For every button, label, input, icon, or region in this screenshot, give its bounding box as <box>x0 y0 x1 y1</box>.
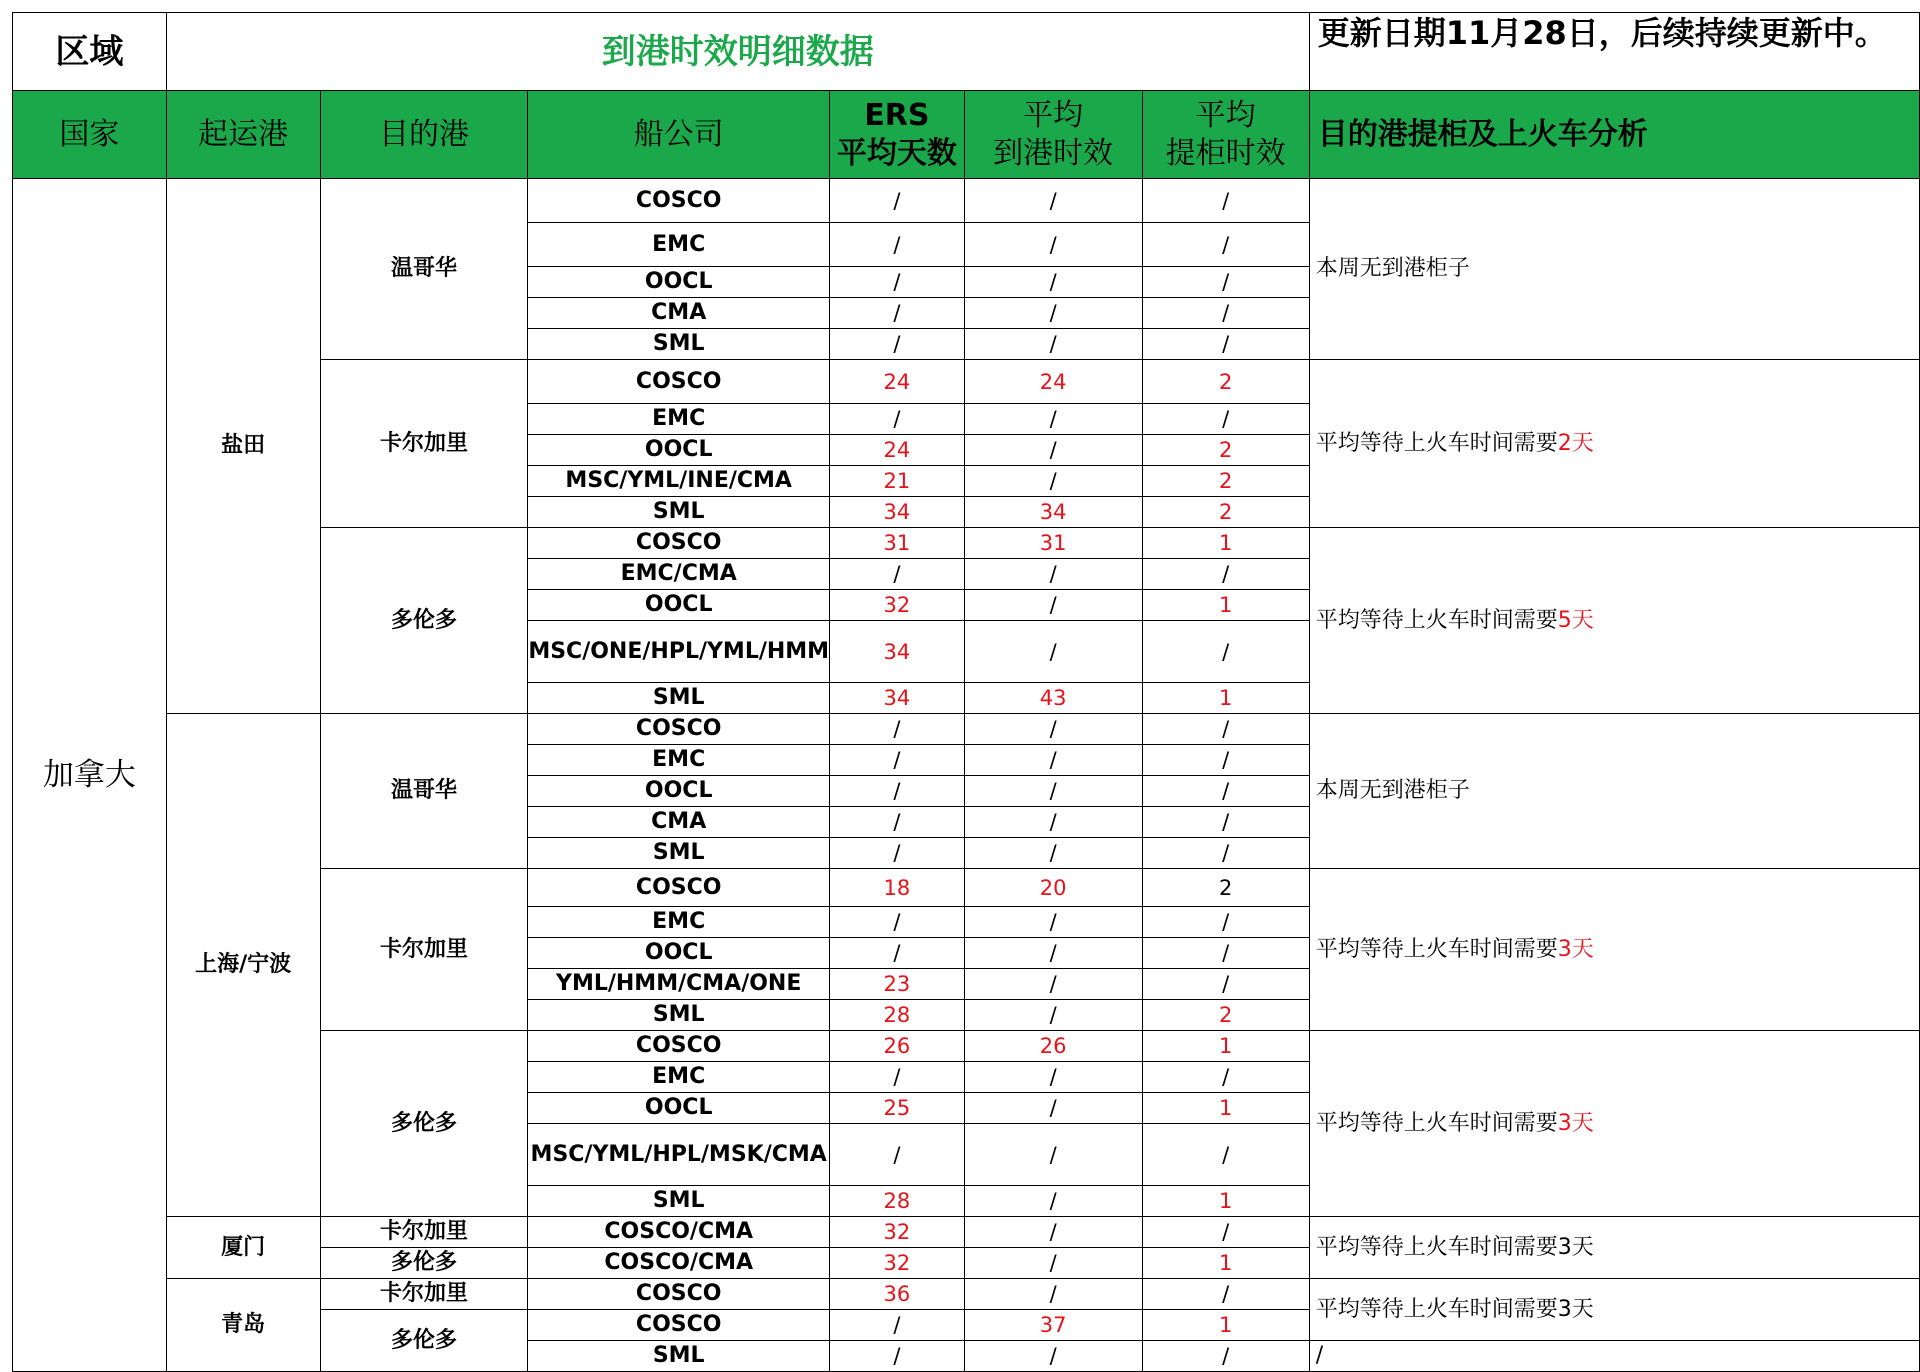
pickup-time-cell: / <box>1142 807 1309 838</box>
pickup-time-cell: / <box>1142 1279 1309 1310</box>
pickup-time-cell: / <box>1142 404 1309 435</box>
arrival-time-cell: / <box>964 1124 1142 1186</box>
pickup-time-cell: / <box>1142 938 1309 969</box>
carrier-cell: SML <box>528 1186 830 1217</box>
carrier-cell: COSCO/CMA <box>528 1248 830 1279</box>
pickup-time-cell: / <box>1142 298 1309 329</box>
carrier-cell: OOCL <box>528 776 830 807</box>
destination-port-cell: 卡尔加里 <box>320 360 528 528</box>
arrival-time-cell: 43 <box>964 683 1142 714</box>
destination-port-cell: 卡尔加里 <box>320 869 528 1031</box>
ers-days-cell: / <box>830 267 965 298</box>
analysis-cell <box>1309 869 1919 1031</box>
pickup-time-cell: / <box>1142 745 1309 776</box>
pickup-time-cell: 1 <box>1142 1248 1309 1279</box>
ers-days-cell: / <box>830 807 965 838</box>
carrier-cell: EMC <box>528 404 830 435</box>
ers-days-cell: / <box>830 223 965 267</box>
ers-days-cell: 36 <box>830 1279 965 1310</box>
destination-port-cell: 卡尔加里 <box>320 1279 528 1310</box>
arrival-time-cell: / <box>964 223 1142 267</box>
analysis-text: 平均等待上火车时间需要 <box>1315 1234 1558 1260</box>
header-ers-line1: ERS <box>864 97 930 133</box>
arrival-time-cell: / <box>964 1279 1142 1310</box>
arrival-time-cell: / <box>964 179 1142 223</box>
carrier-cell: COSCO <box>528 714 830 745</box>
ers-days-cell: 34 <box>830 497 965 528</box>
carrier-cell: SML <box>528 1000 830 1031</box>
pickup-time-cell: 1 <box>1142 1031 1309 1062</box>
arrival-time-cell: 20 <box>964 869 1142 907</box>
carrier-cell: COSCO <box>528 179 830 223</box>
pickup-time-cell: / <box>1142 1124 1309 1186</box>
header-pickup-line2: 提柜时效 <box>1165 135 1286 171</box>
destination-port-cell: 多伦多 <box>320 528 528 714</box>
ers-days-cell: 32 <box>830 590 965 621</box>
carrier-cell: OOCL <box>528 938 830 969</box>
ers-days-cell: 26 <box>830 1031 965 1062</box>
pickup-time-cell: 2 <box>1142 360 1309 404</box>
arrival-time-cell: / <box>964 838 1142 869</box>
carrier-cell: COSCO/CMA <box>528 1217 830 1248</box>
destination-port-cell: 多伦多 <box>320 1031 528 1217</box>
analysis-cell <box>1309 528 1919 714</box>
analysis-text: 本周无到港柜子 <box>1315 778 1470 803</box>
pickup-time-cell: 2 <box>1142 497 1309 528</box>
carrier-cell: SML <box>528 497 830 528</box>
table-row <box>13 179 1920 223</box>
pickup-time-cell: 2 <box>1142 466 1309 497</box>
analysis-text: 平均等待上火车时间需要 <box>1315 430 1558 456</box>
title-row <box>13 13 1920 91</box>
ers-days-cell: / <box>830 559 965 590</box>
pickup-time-cell: 1 <box>1142 590 1309 621</box>
ers-days-cell: 25 <box>830 1093 965 1124</box>
ers-days-cell: / <box>830 838 965 869</box>
carrier-cell: COSCO <box>528 528 830 559</box>
arrival-time-cell: / <box>964 329 1142 360</box>
pickup-time-cell: 1 <box>1142 683 1309 714</box>
header-origin: 起运港 <box>166 91 320 179</box>
origin-port-cell: 盐田 <box>166 179 320 714</box>
analysis-unit: 天 <box>1571 936 1594 962</box>
ers-days-cell: / <box>830 745 965 776</box>
arrival-time-cell: / <box>964 298 1142 329</box>
analysis-unit: 天 <box>1571 607 1594 633</box>
pickup-time-cell: / <box>1142 1341 1309 1372</box>
pickup-time-cell: / <box>1142 838 1309 869</box>
analysis-text: 本周无到港柜子 <box>1315 256 1470 281</box>
ers-days-cell: 28 <box>830 1000 965 1031</box>
analysis-unit: 天 <box>1571 1234 1594 1260</box>
ers-days-cell: / <box>830 1310 965 1341</box>
carrier-cell: SML <box>528 1341 830 1372</box>
analysis-cell <box>1309 179 1919 360</box>
analysis-days: 3 <box>1557 1296 1572 1322</box>
arrival-time-cell: / <box>964 938 1142 969</box>
carrier-cell: COSCO <box>528 1279 830 1310</box>
arrival-time-cell: / <box>964 435 1142 466</box>
ers-days-cell: 32 <box>830 1217 965 1248</box>
ers-days-cell: / <box>830 298 965 329</box>
analysis-cell <box>1309 1217 1919 1279</box>
header-arrival-line2: 到港时效 <box>993 135 1114 171</box>
ers-days-cell: / <box>830 907 965 938</box>
ers-days-cell: 18 <box>830 869 965 907</box>
analysis-days: 5 <box>1557 607 1572 633</box>
freight-table <box>12 12 1920 1372</box>
ers-days-cell: 23 <box>830 969 965 1000</box>
ers-days-cell: 24 <box>830 435 965 466</box>
carrier-cell: COSCO <box>528 869 830 907</box>
arrival-time-cell: / <box>964 1093 1142 1124</box>
pickup-time-cell: 2 <box>1142 435 1309 466</box>
carrier-cell: EMC <box>528 745 830 776</box>
ers-days-cell: / <box>830 179 965 223</box>
arrival-time-cell: 34 <box>964 497 1142 528</box>
arrival-time-cell: / <box>964 404 1142 435</box>
analysis-text: / <box>1315 1343 1324 1368</box>
region-label: 区域 <box>13 13 167 91</box>
analysis-days: 3 <box>1557 1234 1572 1260</box>
carrier-cell: CMA <box>528 807 830 838</box>
ers-days-cell: / <box>830 1341 965 1372</box>
arrival-time-cell: / <box>964 807 1142 838</box>
pickup-time-cell: / <box>1142 969 1309 1000</box>
carrier-cell: MSC/ONE/HPL/YML/HMM <box>528 621 830 683</box>
header-carrier: 船公司 <box>528 91 830 179</box>
arrival-time-cell: / <box>964 969 1142 1000</box>
ers-days-cell: / <box>830 329 965 360</box>
carrier-cell: CMA <box>528 298 830 329</box>
ers-days-cell: / <box>830 404 965 435</box>
arrival-time-cell: / <box>964 1217 1142 1248</box>
carrier-cell: MSC/YML/INE/CMA <box>528 466 830 497</box>
header-pickup-line1: 平均 <box>1195 97 1256 133</box>
header-ers-line2: 平均天数 <box>836 135 957 171</box>
pickup-time-cell: / <box>1142 1217 1309 1248</box>
pickup-time-cell: / <box>1142 267 1309 298</box>
header-analysis: 目的港提柜及上火车分析 <box>1309 91 1919 179</box>
arrival-time-cell: / <box>964 559 1142 590</box>
table-row <box>13 1217 1920 1248</box>
pickup-time-cell: / <box>1142 223 1309 267</box>
analysis-days: 3 <box>1557 936 1572 962</box>
header-country: 国家 <box>13 91 167 179</box>
pickup-time-cell: 2 <box>1142 869 1309 907</box>
pickup-time-cell: 1 <box>1142 1093 1309 1124</box>
destination-port-cell: 温哥华 <box>320 179 528 360</box>
update-note: 更新日期11月28日，后续持续更新中。 <box>1309 13 1919 91</box>
header-destination: 目的港 <box>320 91 528 179</box>
header-arrival-line1: 平均 <box>1023 97 1084 133</box>
carrier-cell: OOCL <box>528 435 830 466</box>
destination-port-cell: 卡尔加里 <box>320 1217 528 1248</box>
page-title: 到港时效明细数据 <box>166 13 1309 91</box>
arrival-time-cell: 37 <box>964 1310 1142 1341</box>
analysis-unit: 天 <box>1571 1296 1594 1322</box>
analysis-cell <box>1309 714 1919 869</box>
ers-days-cell: 24 <box>830 360 965 404</box>
ers-days-cell: 34 <box>830 621 965 683</box>
arrival-time-cell: 26 <box>964 1031 1142 1062</box>
arrival-time-cell: / <box>964 907 1142 938</box>
header-row <box>13 91 1920 179</box>
ers-days-cell: / <box>830 714 965 745</box>
analysis-cell <box>1309 1279 1919 1341</box>
ers-days-cell: / <box>830 1124 965 1186</box>
arrival-time-cell: / <box>964 267 1142 298</box>
ers-days-cell: 32 <box>830 1248 965 1279</box>
analysis-text: 平均等待上火车时间需要 <box>1315 1110 1558 1136</box>
arrival-time-cell: / <box>964 621 1142 683</box>
carrier-cell: OOCL <box>528 590 830 621</box>
carrier-cell: SML <box>528 838 830 869</box>
pickup-time-cell: / <box>1142 329 1309 360</box>
carrier-cell: EMC <box>528 907 830 938</box>
arrival-time-cell: / <box>964 776 1142 807</box>
header-arrival <box>964 91 1142 179</box>
pickup-time-cell: 1 <box>1142 528 1309 559</box>
pickup-time-cell: 1 <box>1142 1186 1309 1217</box>
pickup-time-cell: / <box>1142 559 1309 590</box>
pickup-time-cell: / <box>1142 776 1309 807</box>
ers-days-cell: 21 <box>830 466 965 497</box>
carrier-cell: COSCO <box>528 1310 830 1341</box>
analysis-unit: 天 <box>1571 430 1594 456</box>
header-ers <box>830 91 965 179</box>
ers-days-cell: 31 <box>830 528 965 559</box>
carrier-cell: EMC <box>528 223 830 267</box>
arrival-time-cell: 24 <box>964 360 1142 404</box>
pickup-time-cell: 2 <box>1142 1000 1309 1031</box>
analysis-days: 2 <box>1557 430 1572 456</box>
pickup-time-cell: / <box>1142 1062 1309 1093</box>
arrival-time-cell: / <box>964 1000 1142 1031</box>
destination-port-cell: 多伦多 <box>320 1248 528 1279</box>
carrier-cell: MSC/YML/HPL/MSK/CMA <box>528 1124 830 1186</box>
analysis-cell <box>1309 360 1919 528</box>
arrival-time-cell: / <box>964 466 1142 497</box>
destination-port-cell: 温哥华 <box>320 714 528 869</box>
pickup-time-cell: / <box>1142 179 1309 223</box>
ers-days-cell: / <box>830 1062 965 1093</box>
analysis-days: 3 <box>1557 1110 1572 1136</box>
table-row <box>13 1279 1920 1310</box>
carrier-cell: COSCO <box>528 360 830 404</box>
arrival-time-cell: / <box>964 1248 1142 1279</box>
arrival-time-cell: / <box>964 590 1142 621</box>
arrival-time-cell: / <box>964 714 1142 745</box>
table-row <box>13 714 1920 745</box>
destination-port-cell: 多伦多 <box>320 1310 528 1372</box>
origin-port-cell: 青岛 <box>166 1279 320 1372</box>
ers-days-cell: / <box>830 938 965 969</box>
arrival-time-cell: / <box>964 1062 1142 1093</box>
arrival-time-cell: 31 <box>964 528 1142 559</box>
carrier-cell: SML <box>528 683 830 714</box>
ers-days-cell: 34 <box>830 683 965 714</box>
country-cell: 加拿大 <box>13 179 167 1372</box>
carrier-cell: OOCL <box>528 1093 830 1124</box>
carrier-cell: COSCO <box>528 1031 830 1062</box>
pickup-time-cell: / <box>1142 714 1309 745</box>
carrier-cell: OOCL <box>528 267 830 298</box>
analysis-text: 平均等待上火车时间需要 <box>1315 607 1558 633</box>
analysis-text: 平均等待上火车时间需要 <box>1315 936 1558 962</box>
ers-days-cell: 28 <box>830 1186 965 1217</box>
header-pickup <box>1142 91 1309 179</box>
pickup-time-cell: / <box>1142 907 1309 938</box>
carrier-cell: EMC <box>528 1062 830 1093</box>
carrier-cell: YML/HMM/CMA/ONE <box>528 969 830 1000</box>
analysis-unit: 天 <box>1571 1110 1594 1136</box>
pickup-time-cell: / <box>1142 621 1309 683</box>
arrival-time-cell: / <box>964 1341 1142 1372</box>
analysis-text: 平均等待上火车时间需要 <box>1315 1296 1558 1322</box>
pickup-time-cell: 1 <box>1142 1310 1309 1341</box>
origin-port-cell: 厦门 <box>166 1217 320 1279</box>
arrival-time-cell: / <box>964 1186 1142 1217</box>
ers-days-cell: / <box>830 776 965 807</box>
carrier-cell: SML <box>528 329 830 360</box>
carrier-cell: EMC/CMA <box>528 559 830 590</box>
arrival-time-cell: / <box>964 745 1142 776</box>
origin-port-cell: 上海/宁波 <box>166 714 320 1217</box>
analysis-cell <box>1309 1031 1919 1217</box>
